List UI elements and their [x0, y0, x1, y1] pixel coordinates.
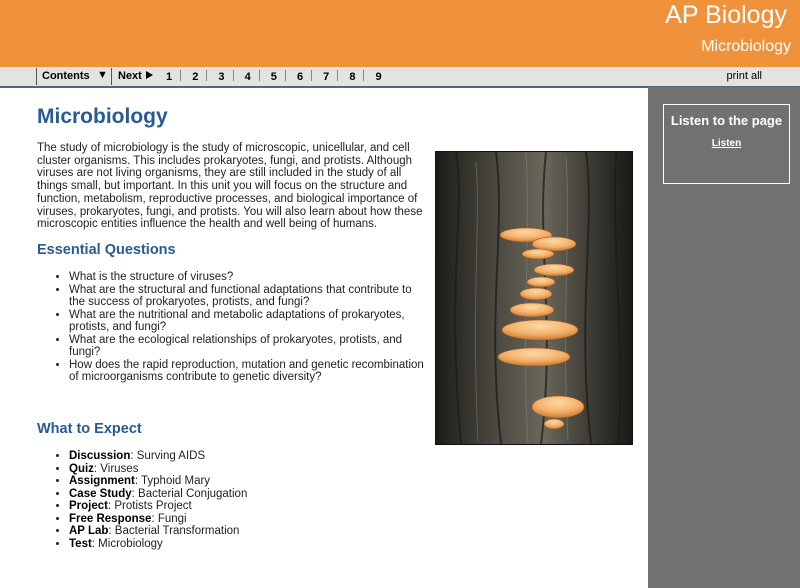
list-item — [69, 538, 415, 551]
page-link-5[interactable]: 5 — [270, 71, 277, 83]
play-arrow-icon — [146, 71, 153, 79]
list-item: • What are the nutritional and metabolic adaptations of prokaryotes, protists, and fungi? — [69, 309, 427, 334]
item-type: Project — [69, 500, 108, 512]
sidebar — [648, 87, 800, 588]
page-title: Microbiology — [37, 105, 168, 128]
page-link-2[interactable]: 2 — [192, 71, 199, 83]
unit-subtitle: Microbiology — [701, 38, 791, 55]
divider — [363, 70, 364, 81]
item-type: Assignment — [69, 475, 135, 487]
item-type: Case Study — [69, 487, 132, 500]
intro-paragraph: The study of microbiology is the study of microscopic, unicellular, and cell cluster organisms. This includes prokaryotes, fungi, and protists. Although viruses are not living organisms, they are still included in the study of all things small, but important. In this unit you will focus on the structure and function, metabolism, reproductive processes, and biological importance of viruses, prokaryotes, fungi, and protists. You will also learn about how these microscopic entities influence the health and well being of humans. — [37, 142, 423, 231]
item-type: AP Lab — [69, 525, 109, 537]
list-item — [69, 513, 415, 526]
item-title: : Typhoid Mary — [134, 475, 211, 487]
next-button[interactable] — [118, 70, 153, 82]
list-item — [69, 525, 415, 538]
item-title: : Surving AIDS — [130, 450, 206, 462]
divider — [285, 70, 286, 81]
page-link-6[interactable]: 6 — [296, 71, 304, 83]
page-link-8[interactable]: 8 — [349, 71, 356, 83]
fungi-illustration — [436, 152, 632, 444]
fungi-on-tree-photo — [435, 151, 633, 445]
listen-link[interactable]: Listen — [711, 138, 742, 149]
item-title: : Protists Project — [108, 500, 192, 512]
listen-title: Listen to the page — [670, 113, 783, 128]
list-item — [69, 488, 415, 501]
list-item: • What is the structure of viruses? — [69, 271, 427, 284]
divider — [180, 70, 181, 81]
item-title: : Fungi — [151, 512, 187, 525]
page-links — [166, 70, 382, 83]
list-item — [69, 450, 415, 463]
list-item: • What are the structural and functional adaptations that contribute to the success of prokaryotes, protists, and fungi? — [69, 284, 427, 309]
contents-label: Contents — [42, 70, 90, 82]
item-title: : Viruses — [93, 462, 139, 475]
item-type: Quiz — [69, 462, 94, 475]
list-item: • How does the rapid reproduction, mutation and genetic recombination of microorganisms contribute to genetic diversity? — [69, 359, 427, 384]
divider — [233, 70, 234, 81]
divider — [206, 70, 207, 81]
divider — [337, 70, 338, 81]
list-item: • What are the ecological relationships of prokaryotes, protists, and fungi? — [69, 334, 427, 359]
navigation-bar — [0, 67, 800, 88]
page-link-7[interactable]: 7 — [323, 71, 330, 83]
list-item — [69, 475, 415, 488]
item-title: : Bacterial Conjugation — [131, 487, 248, 500]
list-item — [69, 463, 415, 476]
page-link-3[interactable]: 3 — [218, 71, 225, 83]
next-label: Next — [118, 70, 142, 82]
print-all-link[interactable]: print all — [726, 70, 762, 82]
chevron-down-icon: ▼ — [97, 69, 108, 81]
contents-dropdown[interactable] — [36, 68, 112, 85]
what-to-expect-list — [55, 450, 415, 550]
course-title: AP Biology — [665, 1, 787, 29]
page-link-9[interactable]: 9 — [375, 71, 382, 83]
what-to-expect-heading: What to Expect — [37, 421, 142, 437]
divider — [311, 70, 312, 81]
list-item — [69, 500, 415, 513]
listen-panel — [663, 104, 790, 184]
item-type: Free Response — [69, 512, 152, 525]
page-link-1[interactable]: 1 — [166, 71, 173, 83]
essential-questions-list — [55, 271, 427, 384]
item-title: : Bacterial Transformation — [108, 525, 240, 537]
item-type: Discussion — [69, 450, 131, 462]
essential-questions-heading: Essential Questions — [37, 242, 176, 258]
page-link-4[interactable]: 4 — [244, 71, 251, 83]
header-banner — [0, 0, 800, 67]
divider — [259, 70, 260, 81]
item-title: : Microbiology — [91, 537, 163, 550]
item-type: Test — [69, 537, 92, 550]
